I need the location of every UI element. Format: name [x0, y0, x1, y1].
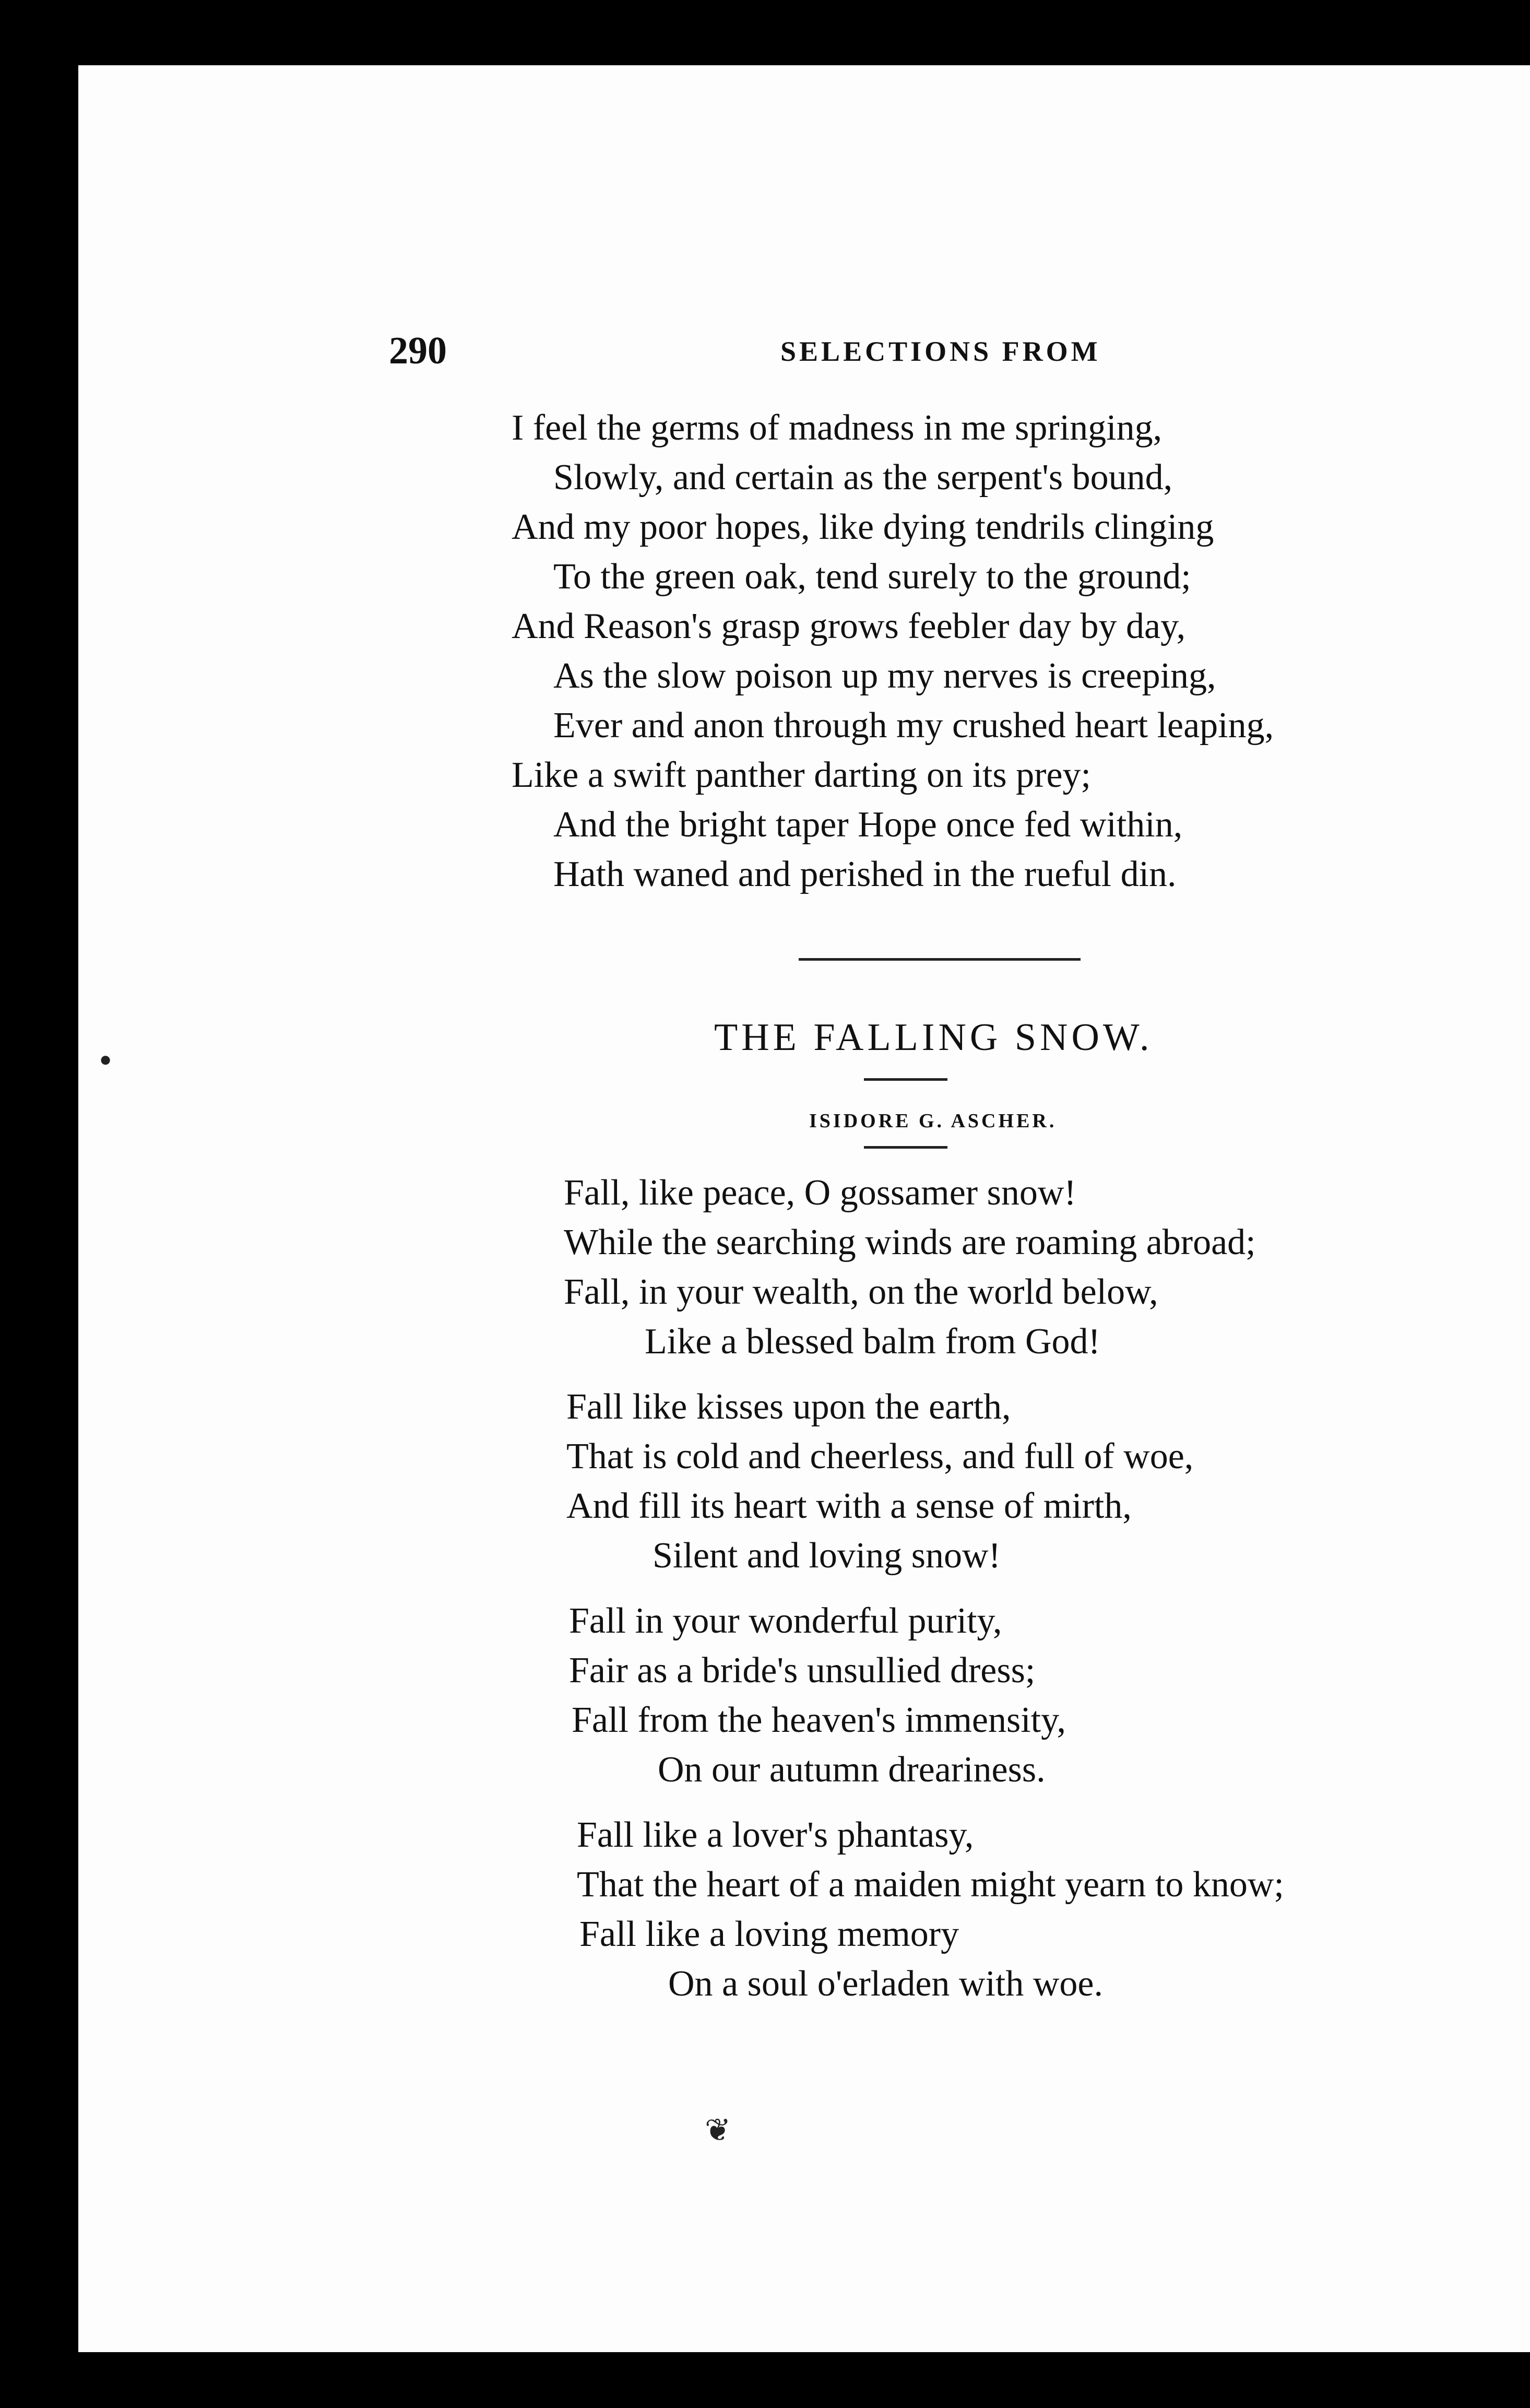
page-header — [78, 329, 1530, 381]
poem-line: On a soul o'erladen with woe. — [668, 1964, 1103, 2004]
poem-line: I feel the germs of madness in me springing, — [512, 408, 1163, 448]
poem-line: That is cold and cheerless, and full of woe, — [566, 1436, 1194, 1477]
poem-line: Fall, in your wealth, on the world below, — [564, 1272, 1158, 1312]
poem-line: That the heart of a maiden might yearn to know; — [577, 1864, 1284, 1905]
poem-line: Fair as a bride's unsullied dress; — [569, 1650, 1036, 1691]
author-rule — [864, 1146, 947, 1149]
poem-line: Fall from the heaven's immensity, — [572, 1700, 1066, 1740]
poem-line: And my poor hopes, like dying tendrils clinging — [512, 507, 1214, 547]
poem-line: Fall like kisses upon the earth, — [566, 1387, 1011, 1427]
poem-line: And the bright taper Hope once fed within, — [553, 805, 1183, 845]
running-head: SELECTIONS FROM — [780, 336, 1101, 367]
poem-line: Hath waned and perished in the rueful din. — [553, 854, 1177, 894]
printer-mark: ❦ — [705, 2113, 731, 2147]
title-rule — [864, 1078, 947, 1081]
poem-line: Fall like a lover's phantasy, — [577, 1815, 974, 1855]
section-divider — [799, 958, 1081, 961]
book-page — [78, 65, 1530, 2352]
poem-line: To the green oak, tend surely to the ground; — [553, 557, 1191, 597]
poem-line: Slowly, and certain as the serpent's bound, — [553, 457, 1173, 498]
poem-line: Like a blessed balm from God! — [645, 1321, 1100, 1362]
poem-line: Fall in your wonderful purity, — [569, 1601, 1002, 1641]
poem-line: As the slow poison up my nerves is creeping, — [553, 656, 1216, 696]
poem-line: While the searching winds are roaming abroad; — [564, 1222, 1256, 1262]
poem-line: Ever and anon through my crushed heart leaping, — [553, 705, 1274, 746]
poem-line: Silent and loving snow! — [653, 1536, 1001, 1576]
poem-line: Fall, like peace, O gossamer snow! — [564, 1173, 1076, 1213]
poem-line: Fall like a loving memory — [579, 1914, 959, 1954]
poem-title: THE FALLING SNOW. — [714, 1016, 1153, 1059]
poem-line: Like a swift panther darting on its prey; — [512, 755, 1091, 795]
poem-author: ISIDORE G. ASCHER. — [809, 1110, 1057, 1132]
poem-line: On our autumn dreariness. — [658, 1750, 1046, 1790]
poem-line: And fill its heart with a sense of mirth, — [566, 1486, 1132, 1526]
poem-line: And Reason's grasp grows feebler day by day, — [512, 606, 1186, 646]
page-number: 290 — [389, 329, 447, 372]
specks: ● — [99, 1047, 112, 1071]
